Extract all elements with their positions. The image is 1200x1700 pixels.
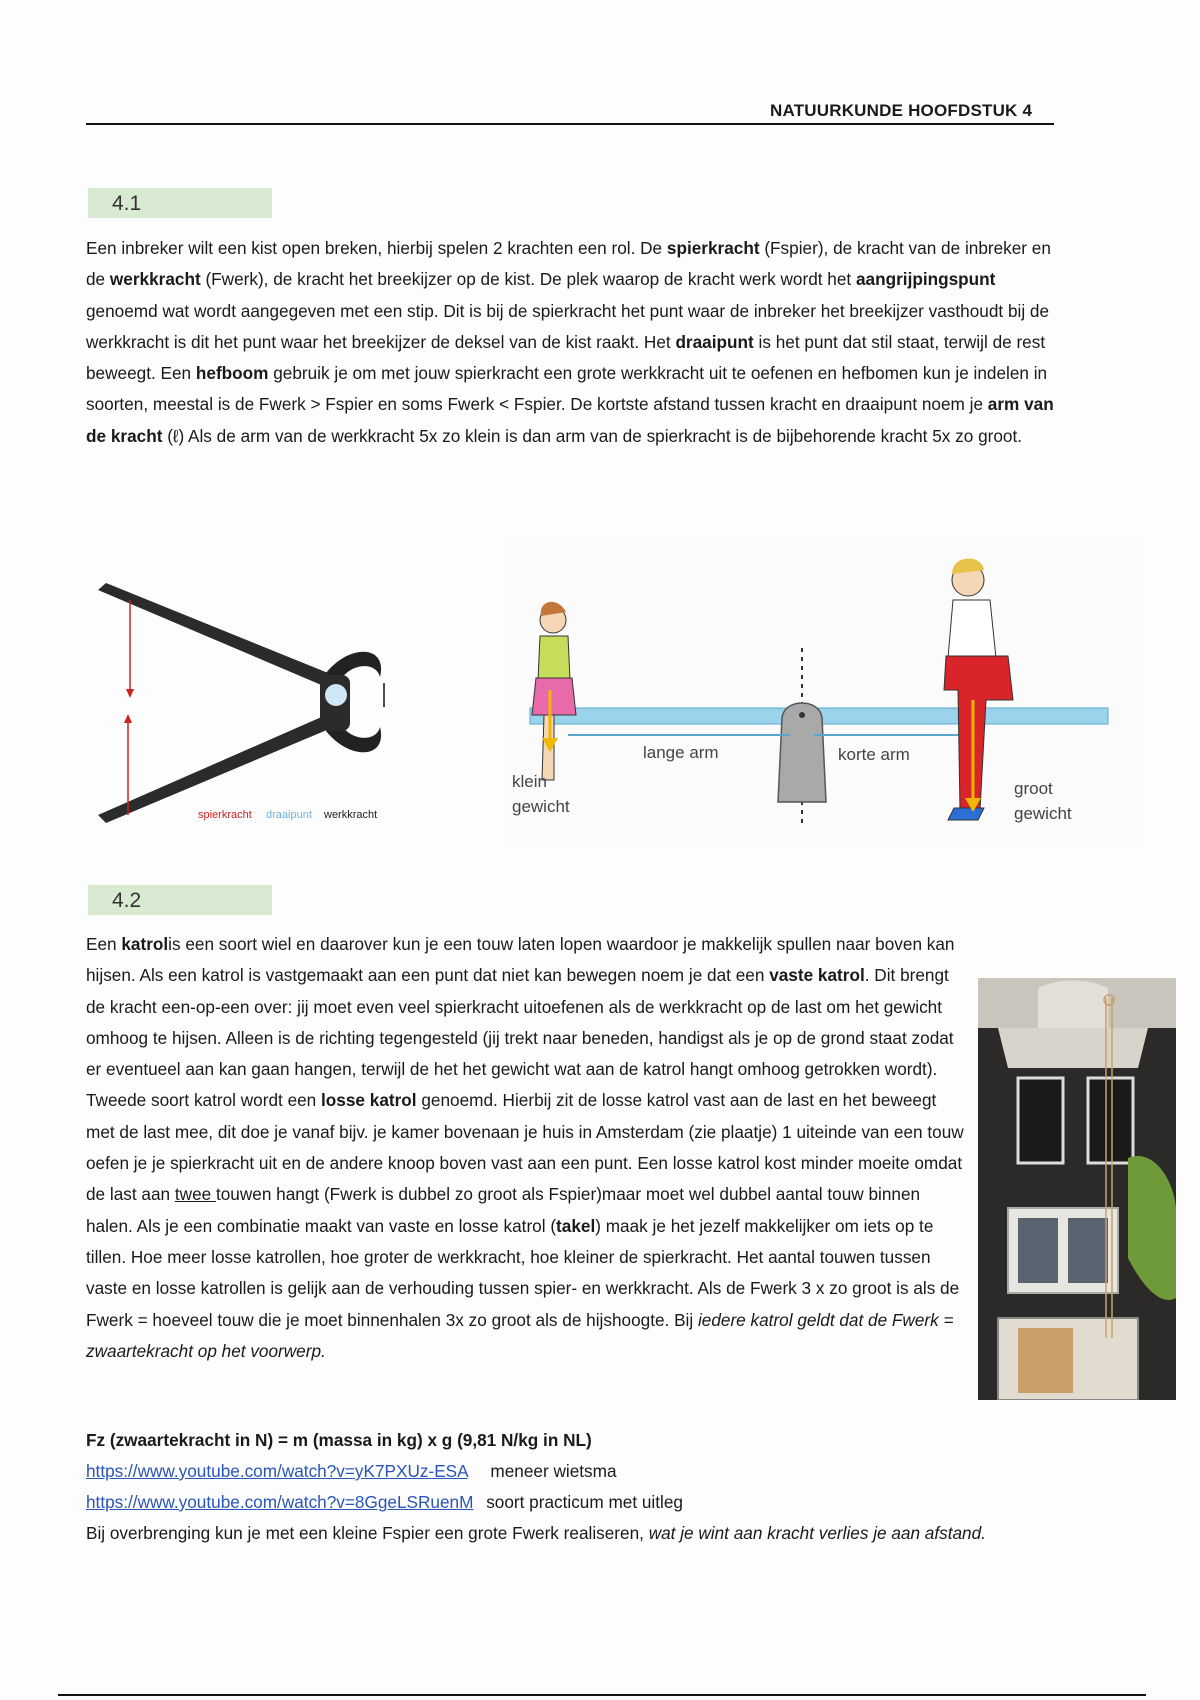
seesaw-figure (508, 540, 1144, 845)
header-rule (86, 123, 1054, 125)
link-row-2 (86, 1487, 683, 1518)
footer-rule (58, 1694, 1146, 1696)
label-gewicht-left: gewicht (512, 797, 570, 816)
arrow-head (124, 714, 132, 723)
amsterdam-house-photo (978, 978, 1176, 1400)
label-spierkracht: spierkracht (198, 809, 252, 821)
section-number: 4.2 (112, 889, 142, 912)
section-number: 4.1 (112, 192, 142, 215)
label-draaipunt: draaipunt (266, 809, 312, 821)
label-werkkracht: werkkracht (324, 809, 378, 821)
paragraph-hefboom: Een inbreker wilt een kist open breken, hierbij spelen 2 krachten een rol. De spierkracht (Fspier), de kracht van de inbreker en de werkkracht (Fwerk), de kracht het breekijzer op de kist. De plek waarop de kracht werk wordt het aangrijpingspunt genoemd wat wordt aangegeven met een stip. Dit is bij de spierkracht het punt waar de inbreker het breekijzer vasthoudt bij de werkkracht is dit het punt waar het breekijzer de deksel van de kist raakt. Het draaipunt is het punt dat stil staat, terwijl de rest beweegt. Een hefboom gebruik je om met jouw spierkracht een grote werkkracht uit te oefenen en hefbomen kun je indelen in soorten, meestal is de Fwerk > Fspier en soms Fwerk < Fspier. De kortste afstand tussen kracht en draaipunt noem je arm van de kracht (ℓ) Als de arm van de werkkracht 5x zo klein is dan arm van de spierkracht is de bijbehorende kracht 5x zo groot. (86, 238, 1054, 446)
paragraph-katrol: is een soort wiel en daarover kun je een touw laten lopen waardoor je makkelijk spullen naar boven kan hijsen. Als een katrol is vastgemaakt aan een punt dat niet kan bewegen noem je dat een vaste katrol. Dit brengt de kracht een-op-een over: jij moet even veel spierkracht uitoefenen als de werkkracht op de last om het gewicht omhoog te hijsen. Alleen is de richting tegengesteld (jij trekt naar beneden, handigst als je op de grond staat zodat er eventueel aan kan gaan hangen, terwijl de het het gewicht wat aan de katrol hangt omhoog getrokken wordt). Tweede soort katrol wordt een losse katrol genoemd. Hierbij zit de losse katrol vast aan de last en het beweegt met de last mee, dit doe je vanaf bijv. je kamer bovenaan je huis in Amsterdam (zie plaatje) 1 uiteinde van een touw oefen je je spierkracht uit en de andere knoop boven vast aan een punt. Een losse katrol kost minder moeite omdat de last aan twee touwen hangt (Fwerk is dubbel zo groot als Fspier)maar moet wel dubbel aantal touw binnen halen. Als je een combinatie maakt van vaste en losse katrol (takel) maak je het jezelf makkelijker om iets op te tillen. Hoe meer losse katrollen, hoe groter de werkkracht, hoe kleiner de spierkracht. Het aantal touwen tussen vaste en losse katrollen is gelijk aan de verhouding tussen spier- en werkkracht. Als de Fwerk 3 x zo groot is als de Fwerk = hoeveel touw die je moet binnenhalen 3x zo groot als de hijshoogte. Bij iedere katrol geldt dat de Fwerk = zwaartekracht op het voorwerp. (86, 934, 964, 1361)
paragraph-katrol-intro: Een katrol (86, 934, 169, 954)
pliers-figure (88, 565, 428, 840)
label-gewicht-right: gewicht (1014, 804, 1072, 823)
arrow-head (126, 689, 134, 698)
link-row-1 (86, 1456, 617, 1487)
label-groot: groot (1014, 779, 1053, 798)
label-korte-arm: korte arm (838, 745, 910, 764)
link-1-note: meneer wietsma (490, 1461, 617, 1481)
section-label-4-2 (88, 885, 272, 915)
formula-zwaartekracht: Fz (zwaartekracht in N) = m (massa in kg) x g (9,81 N/kg in NL) (86, 1430, 592, 1450)
youtube-link-1[interactable]: https://www.youtube.com/watch?v=yK7PXUz-ESA (86, 1461, 468, 1481)
page-header-title: NATUURKUNDE HOOFDSTUK 4 (770, 101, 1033, 120)
label-lange-arm: lange arm (643, 743, 719, 762)
label-klein: klein (512, 772, 547, 791)
paragraph-overbrenging: Bij overbrenging kun je met een kleine Fspier een grote Fwerk realiseren, wat je wint aan kracht verlies je aan afstand. (86, 1523, 986, 1543)
pivot-point (799, 712, 805, 718)
section-label-4-1 (88, 188, 272, 218)
link-2-note: soort practicum met uitleg (486, 1492, 683, 1512)
youtube-link-2[interactable]: https://www.youtube.com/watch?v=8GgeLSRuenM (86, 1492, 474, 1512)
pliers-icon (98, 583, 381, 823)
